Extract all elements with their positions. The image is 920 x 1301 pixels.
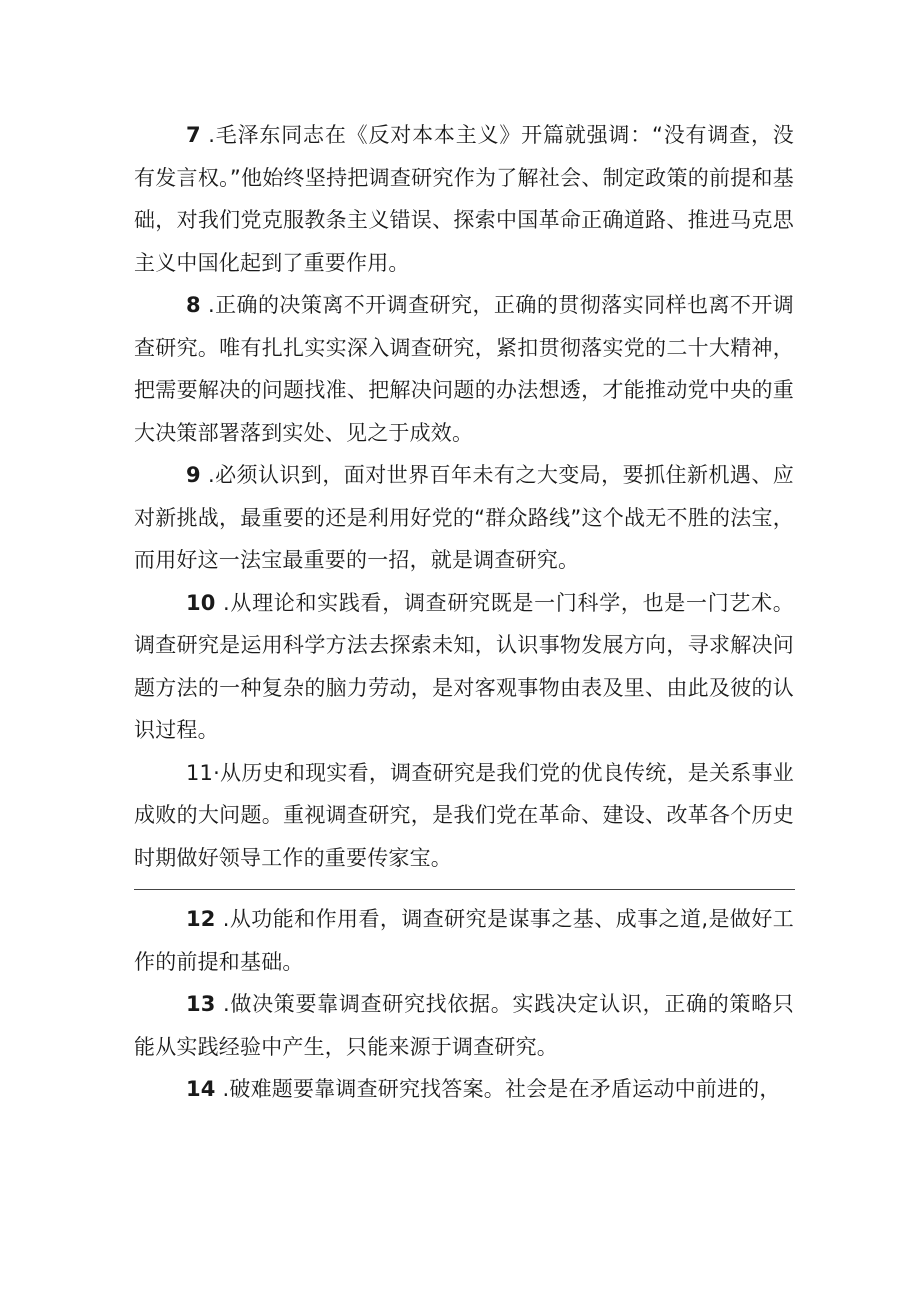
horizontal-divider: [134, 889, 795, 890]
paragraph-14: [134, 1068, 794, 1111]
paragraph-8: [134, 284, 794, 454]
paragraph-12: [134, 898, 794, 983]
paragraph-text: .必须认识到，面对世界百年未有之大变局，要抓住新机遇、应对新挑战，最重要的还是利用好党的“群众路线”这个战无不胜的法宝，而用好这一法宝最重要的一招，就是调查研究。: [134, 463, 794, 572]
paragraph-text: .破难题要靠调查研究找答案。社会是在矛盾运动中前进的，: [215, 1077, 781, 1101]
paragraph-text: .从理论和实践看，调查研究既是一门科学，也是一门艺术。调查研究是运用科学方法去探索未知，认识事物发展方向，寻求解决问题方法的一种复杂的脑力劳动，是对客观事物由表及里、由此及彼的认识过程。: [134, 590, 794, 742]
paragraph-number: 10: [186, 590, 216, 615]
paragraph-10: [134, 582, 794, 752]
paragraph-text: .从功能和作用看，调查研究是谋事之基、成事之道,是做好工作的前提和基础。: [134, 907, 794, 974]
paragraph-13: [134, 983, 794, 1068]
paragraph-text: .毛泽东同志在《反对本本主义》开篇就强调：“没有调查，没有发言权。”他始终坚持把调查研究作为了解社会、制定政策的前提和基础，对我们党克服教条主义错误、探索中国革命正确道路、推进马克思主义中国化起到了重要作用。: [134, 123, 794, 275]
paragraph-11: [134, 752, 794, 880]
paragraph-number: 12: [186, 907, 216, 931]
paragraph-text: .正确的决策离不开调查研究，正确的贯彻落实同样也离不开调查研究。唯有扎扎实实深入调查研究，紧扣贯彻落实党的二十大精神，把需要解决的问题找准、把解决问题的办法想透，才能推动党中央的重大决策部署落到实处、见之于成效。: [134, 293, 794, 445]
text-block-bottom: [134, 898, 794, 1111]
paragraph-9: [134, 454, 794, 582]
paragraph-text: 11·从历史和现实看，调查研究是我们党的优良传统，是关系事业成败的大问题。重视调查研究，是我们党在革命、建设、改革各个历史时期做好领导工作的重要传家宝。: [134, 760, 794, 870]
paragraph-number: 8: [186, 293, 201, 317]
paragraph-number: 7: [186, 123, 201, 147]
paragraph-number: 9: [186, 463, 201, 487]
paragraph-text: .做决策要靠调查研究找依据。实践决定认识，正确的策略只能从实践经验中产生，只能来源于调查研究。: [134, 992, 794, 1059]
paragraph-7: [134, 114, 794, 284]
paragraph-number: 13: [186, 992, 216, 1016]
paragraph-number: 14: [186, 1077, 216, 1101]
text-block-top: [134, 114, 794, 879]
